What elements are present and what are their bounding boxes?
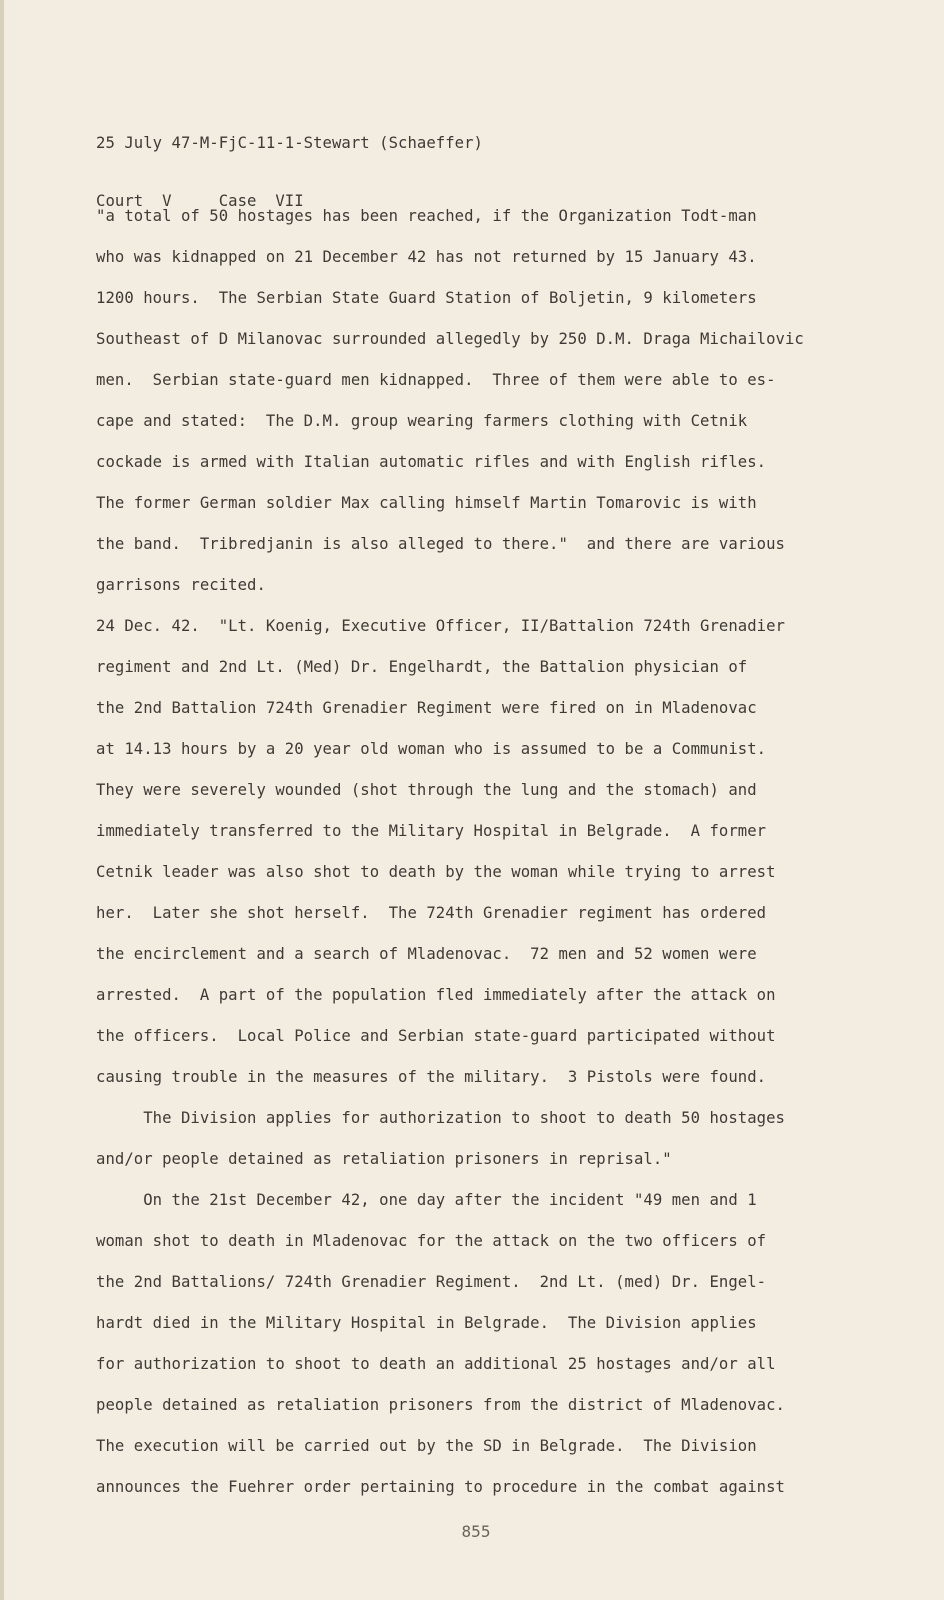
body-text-line: 1200 hours. The Serbian State Guard Station of Boljetin, 9 kilometers [96,289,757,307]
body-text-line: woman shot to death in Mladenovac for the attack on the two officers of [96,1232,767,1250]
body-text-line: regiment and 2nd Lt. (Med) Dr. Engelhardt, the Battalion physician of [96,658,748,676]
body-text-line: causing trouble in the measures of the military. 3 Pistols were found. [96,1068,767,1086]
body-text-line: men. Serbian state-guard men kidnapped. Three of them were able to es- [96,371,776,389]
body-text-line: The former German soldier Max calling himself Martin Tomarovic is with [96,494,757,512]
body-text-line: the band. Tribredjanin is also alleged to there." and there are various [96,535,785,553]
body-text-line: 24 Dec. 42. "Lt. Koenig, Executive Officer, II/Battalion 724th Grenadier [96,617,785,635]
body-text-line: who was kidnapped on 21 December 42 has not returned by 15 January 43. [96,248,757,266]
header-line-court-case: Court V Case VII [96,192,304,210]
page-number: 855 [461,1522,491,1541]
body-text-line: hardt died in the Military Hospital in Belgrade. The Division applies [96,1314,757,1332]
body-text-line: people detained as retaliation prisoners from the district of Mladenovac. [96,1396,785,1414]
body-text-line: Southeast of D Milanovac surrounded allegedly by 250 D.M. Draga Michailovic [96,330,804,348]
body-text-line: immediately transferred to the Military Hospital in Belgrade. A former [96,822,767,840]
body-text-line: Cetnik leader was also shot to death by the woman while trying to arrest [96,863,776,881]
body-text-line: cape and stated: The D.M. group wearing farmers clothing with Cetnik [96,412,748,430]
body-text-line: arrested. A part of the population fled immediately after the attack on [96,986,776,1004]
body-text-line: and/or people detained as retaliation prisoners in reprisal." [96,1150,672,1168]
document-body [96,196,936,1508]
body-text-line: for authorization to shoot to death an additional 25 hostages and/or all [96,1355,776,1373]
body-text-line: The Division applies for authorization to shoot to death 50 hostages [96,1109,785,1127]
body-text-line: They were severely wounded (shot through the lung and the stomach) and [96,781,757,799]
body-text-line: the encirclement and a search of Mladenovac. 72 men and 52 women were [96,945,757,963]
body-text-line: garrisons recited. [96,576,266,594]
body-text-line: On the 21st December 42, one day after the incident "49 men and 1 [96,1191,757,1209]
body-text-line: cockade is armed with Italian automatic rifles and with English rifles. [96,453,767,471]
body-text-line: at 14.13 hours by a 20 year old woman who is assumed to be a Communist. [96,740,767,758]
body-text-line: announces the Fuehrer order pertaining to procedure in the combat against [96,1478,785,1496]
body-text-line: "a total of 50 hostages has been reached, if the Organization Todt-man [96,207,757,225]
body-text-line: the 2nd Battalions/ 724th Grenadier Regiment. 2nd Lt. (med) Dr. Engel- [96,1273,767,1291]
header-line-date-reference: 25 July 47-M-FjC-11-1-Stewart (Schaeffer) [96,134,483,152]
body-text-line: the officers. Local Police and Serbian state-guard participated without [96,1027,776,1045]
body-text-line: her. Later she shot herself. The 724th Grenadier regiment has ordered [96,904,767,922]
body-text-line: the 2nd Battalion 724th Grenadier Regiment were fired on in Mladenovac [96,699,757,717]
body-text-line: The execution will be carried out by the SD in Belgrade. The Division [96,1437,757,1455]
